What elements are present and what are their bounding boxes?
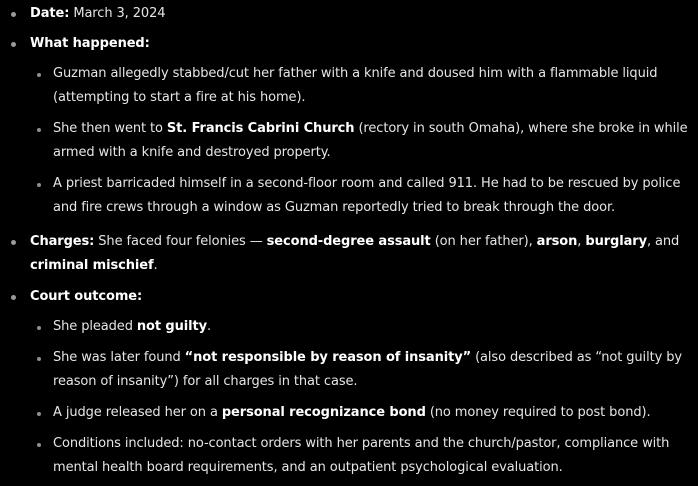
text-run: reason of insanity”) for all charges in that case. (53, 374, 358, 389)
text-line (53, 315, 211, 339)
text-run: She then went to (53, 121, 167, 136)
list-item-text (30, 2, 165, 26)
bullet-icon (37, 128, 41, 132)
text-line (53, 401, 651, 425)
text-line (30, 2, 165, 26)
bullet-icon (11, 12, 16, 17)
text-run: Guzman allegedly stabbed/cut her father with a knife and doused him with a flammable liquid (53, 66, 658, 81)
text-run: burglary (585, 234, 647, 249)
list-item-text (30, 285, 142, 309)
text-run: Conditions included: no-contact orders with her parents and the church/pastor, compliance with (53, 436, 670, 451)
bullet-icon (37, 183, 41, 187)
bullet-icon (11, 240, 16, 245)
text-line (53, 370, 682, 394)
list-item-text (53, 432, 669, 480)
text-run: , and (646, 234, 680, 249)
list-item-text (53, 346, 682, 394)
list-item-text (30, 230, 679, 278)
text-run: mental health board requirements, and an outpatient psychological evaluation. (53, 460, 563, 475)
text-run: armed with a knife and destroyed property. (53, 145, 331, 160)
text-run: (on her father), (430, 234, 537, 249)
text-run: . (206, 319, 212, 334)
text-run: (no money required to post bond). (425, 405, 651, 420)
text-line (53, 172, 680, 196)
text-line (53, 62, 657, 86)
text-run: She pleaded (53, 319, 137, 334)
bullet-icon (11, 295, 16, 300)
text-run: not guilty (136, 319, 207, 334)
text-run: Charges: (30, 234, 95, 249)
text-run: personal recognizance bond (221, 405, 426, 420)
text-line (53, 432, 669, 456)
text-line (53, 86, 657, 110)
text-run: A judge released her on a (53, 405, 222, 420)
list-item-text (53, 172, 680, 220)
bullet-icon (37, 73, 41, 77)
text-line (30, 32, 150, 56)
text-line (53, 141, 688, 165)
text-run: (attempting to start a fire at his home). (53, 90, 306, 105)
text-run: and fire crews through a window as Guzman reportedly tried to break through the door. (53, 200, 616, 215)
text-line (30, 230, 679, 254)
list-item-text (30, 32, 150, 56)
text-run: She was later found (53, 350, 185, 365)
text-line (30, 285, 142, 309)
text-run: second-degree assault (266, 234, 431, 249)
text-run: . (153, 258, 158, 273)
list-item-text (53, 117, 688, 165)
text-run: , (577, 234, 586, 249)
text-line (53, 456, 669, 480)
text-run: What happened: (30, 36, 150, 51)
text-run: arson (536, 234, 578, 249)
list-item-text (53, 62, 657, 110)
bullet-icon (37, 357, 41, 361)
text-run: “not responsible by reason of insanity” (184, 350, 472, 365)
text-run: She faced four felonies — (94, 234, 267, 249)
bullet-icon (37, 412, 41, 416)
bullet-icon (11, 42, 16, 47)
list-item-text (53, 401, 651, 425)
text-run: (also described as “not guilty by (471, 350, 682, 365)
text-line (53, 117, 688, 141)
text-run: Court outcome: (30, 289, 143, 304)
list-item-text (53, 315, 211, 339)
text-run: March 3, 2024 (69, 6, 166, 21)
bullet-icon (37, 443, 41, 447)
text-run: Date: (30, 6, 70, 21)
text-run: (rectory in south Omaha), where she broke in while (354, 121, 688, 136)
text-run: A priest barricaded himself in a second-floor room and called 911. He had to be rescued by police (53, 176, 681, 191)
text-line (30, 254, 679, 278)
text-line (53, 346, 682, 370)
text-run: St. Francis Cabrini Church (166, 121, 355, 136)
text-run: criminal mischief (30, 258, 154, 273)
text-line (53, 196, 680, 220)
bullet-icon (37, 326, 41, 330)
